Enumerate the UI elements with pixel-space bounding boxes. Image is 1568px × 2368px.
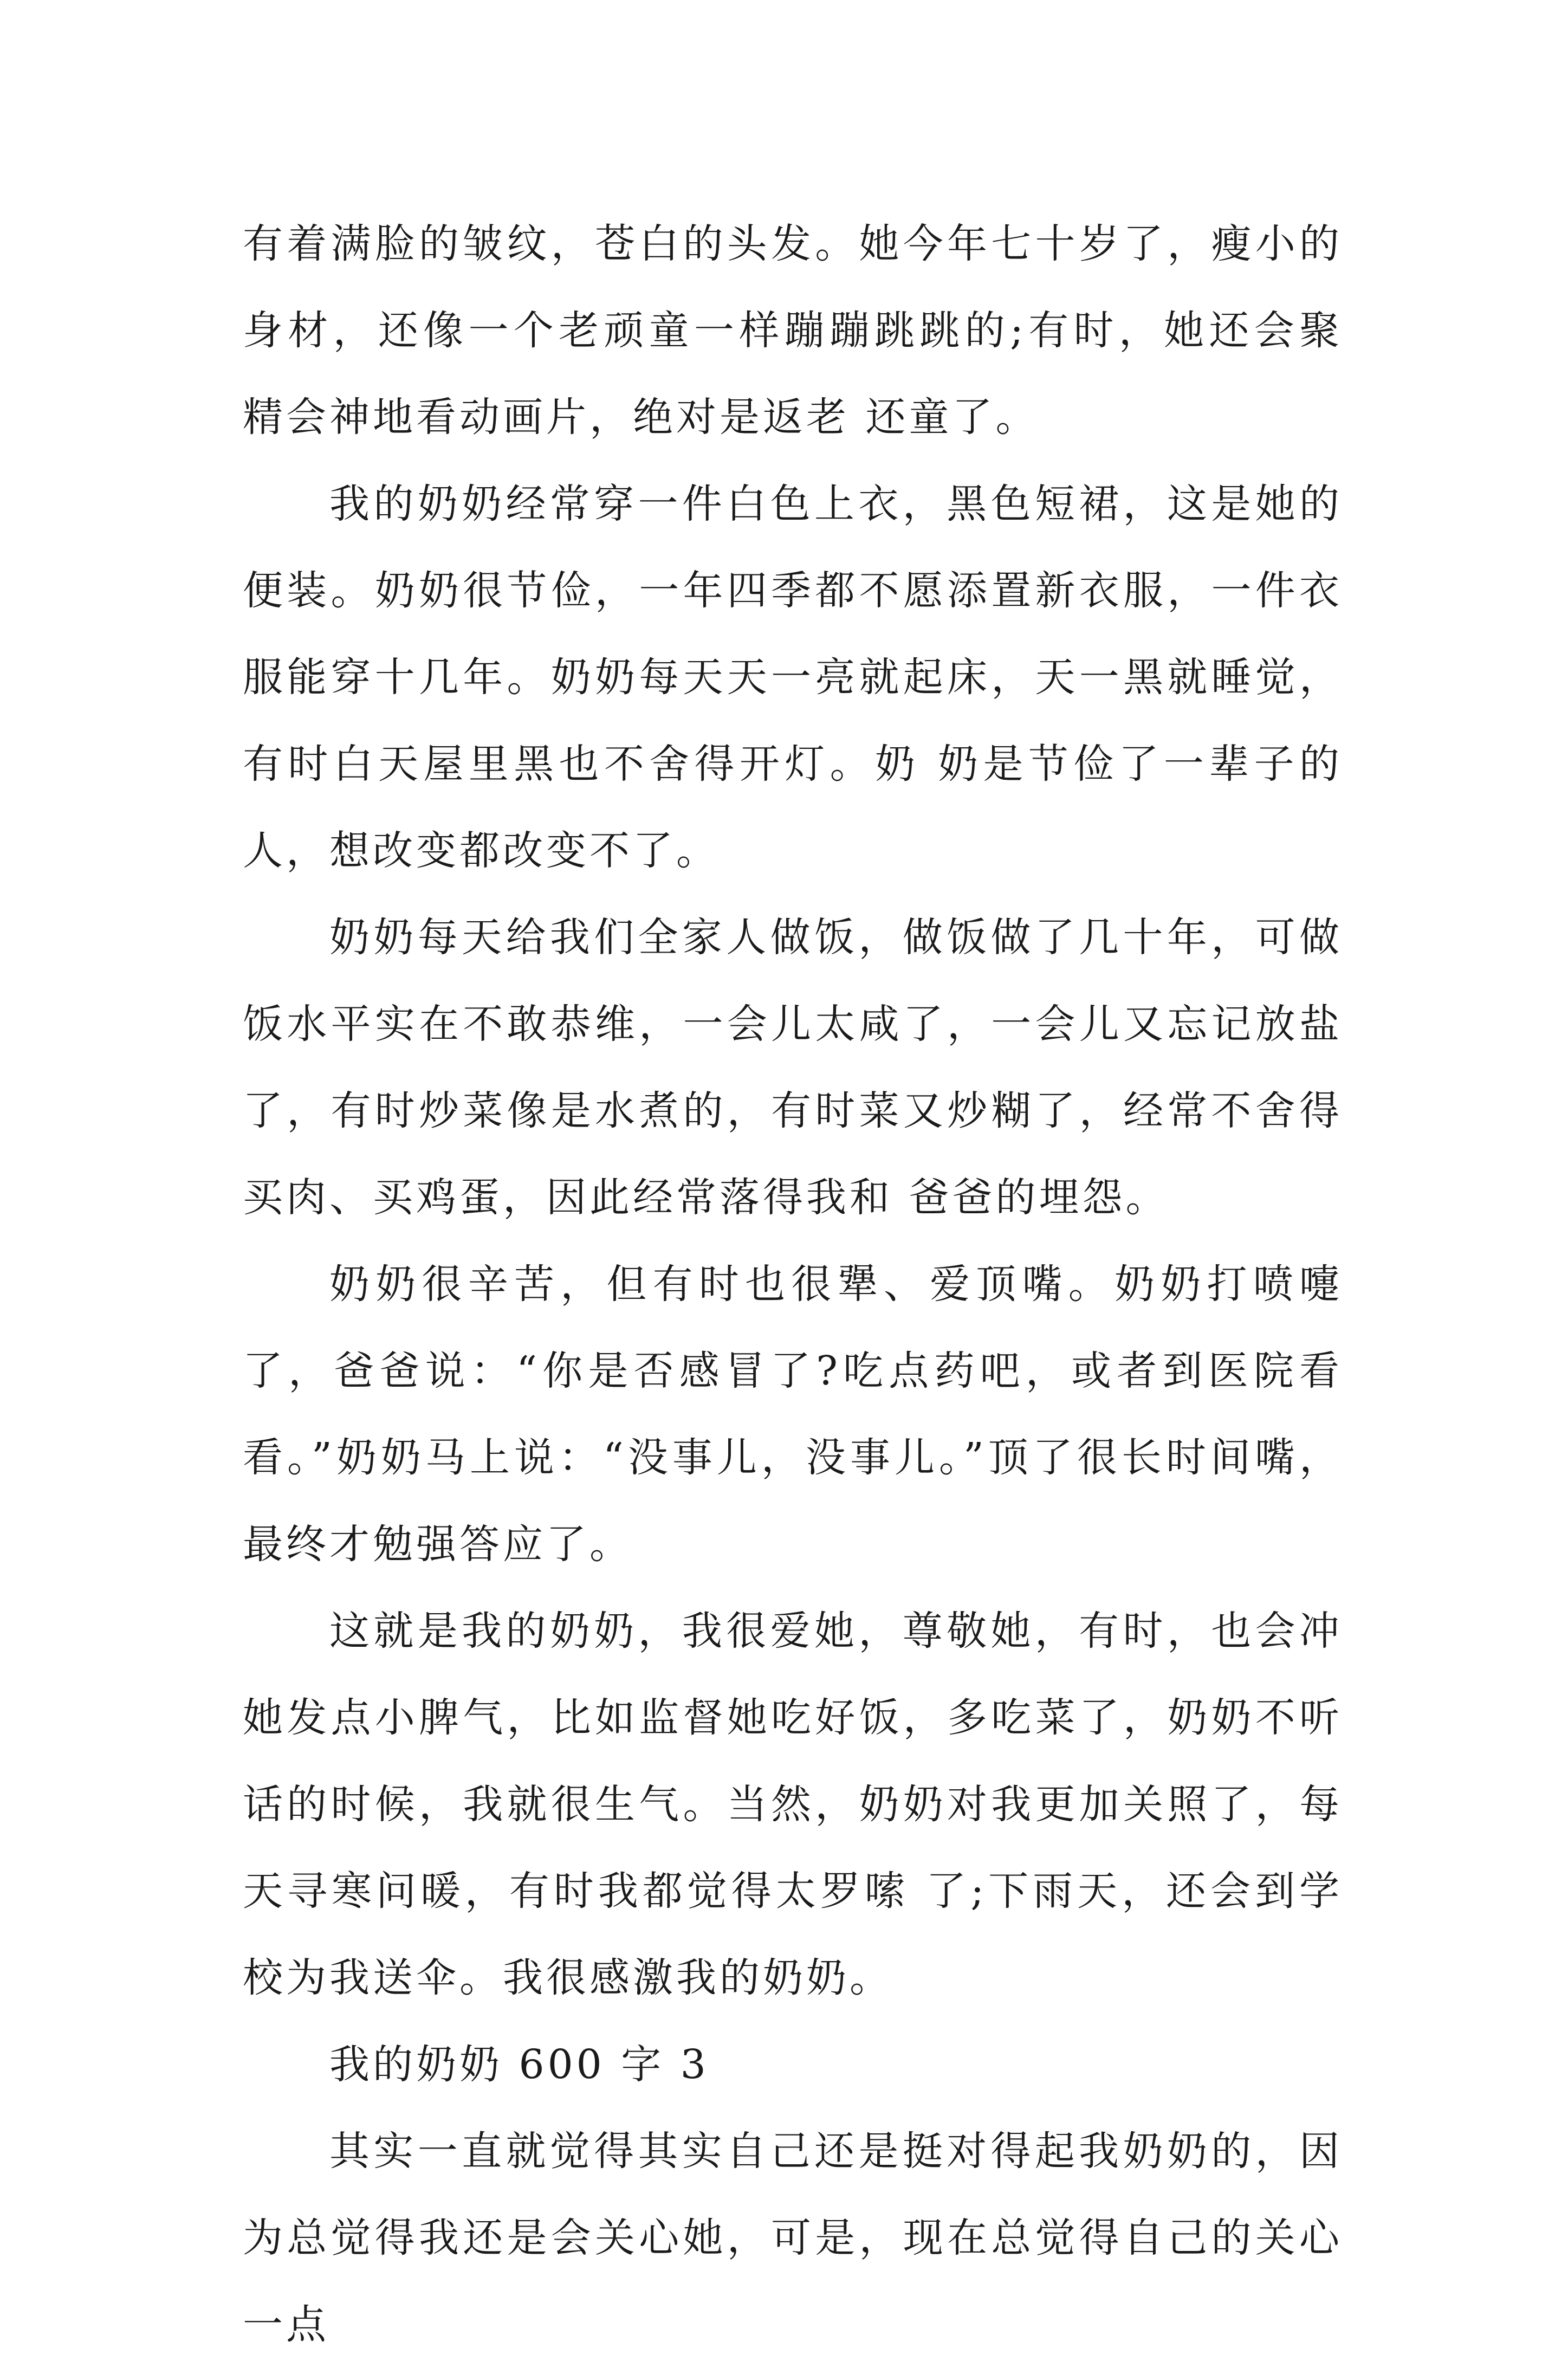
essay-subheading: 我的奶奶 600 字 3: [329, 2041, 709, 2088]
paragraph-5: 这就是我的奶奶，我很爱她，尊敬她，有时，也会冲她发点小脾气，比如监督她吃好饭，多吃菜了，奶奶不听话的时候，我就很生气。当然，奶奶对我更加关照了，每天寻寒问暖，有时我都觉得太罗嗦 了;下雨天，还会到学校为我送伞。我很感激我的奶奶。: [243, 1608, 1343, 2001]
paragraph-4: 奶奶很辛苦，但有时也很犟、爱顶嘴。奶奶打喷嚏了，爸爸说：“你是否感冒了?吃点药吧，或者到医院看看。”奶奶马上说：“没事儿，没事儿。”顶了很长时间嘴，最终才勉强答应了。: [243, 1261, 1343, 1568]
paragraph-1: 有着满脸的皱纹，苍白的头发。她今年七十岁了，瘦小的身材，还像一个老顽童一样蹦蹦跳跳的;有时，她还会聚精会神地看动画片，绝对是返老 还童了。: [243, 221, 1343, 441]
paragraph-2: 我的奶奶经常穿一件白色上衣，黑色短裙，这是她的便装。奶奶很节俭，一年四季都不愿添置新衣服，一件衣服能穿十几年。奶奶每天天一亮就起床，天一黑就睡觉，有时白天屋里黑也不舍得开灯。奶 奶是节俭了一辈子的人，想改变都改变不了。: [243, 481, 1343, 874]
paragraph-3: 奶奶每天给我们全家人做饭，做饭做了几十年，可做饭水平实在不敢恭维，一会儿太咸了，一会儿又忘记放盐了，有时炒菜像是水煮的，有时菜又炒糊了，经常不舍得买肉、买鸡蛋，因此经常落得我和 爸爸的埋怨。: [243, 914, 1343, 1221]
closing-paragraph: 其实一直就觉得其实自己还是挺对得起我奶奶的，因为总觉得我还是会关心她，可是，现在总觉得自己的关心一点: [243, 2128, 1343, 2348]
essay-body: [243, 200, 1343, 2368]
